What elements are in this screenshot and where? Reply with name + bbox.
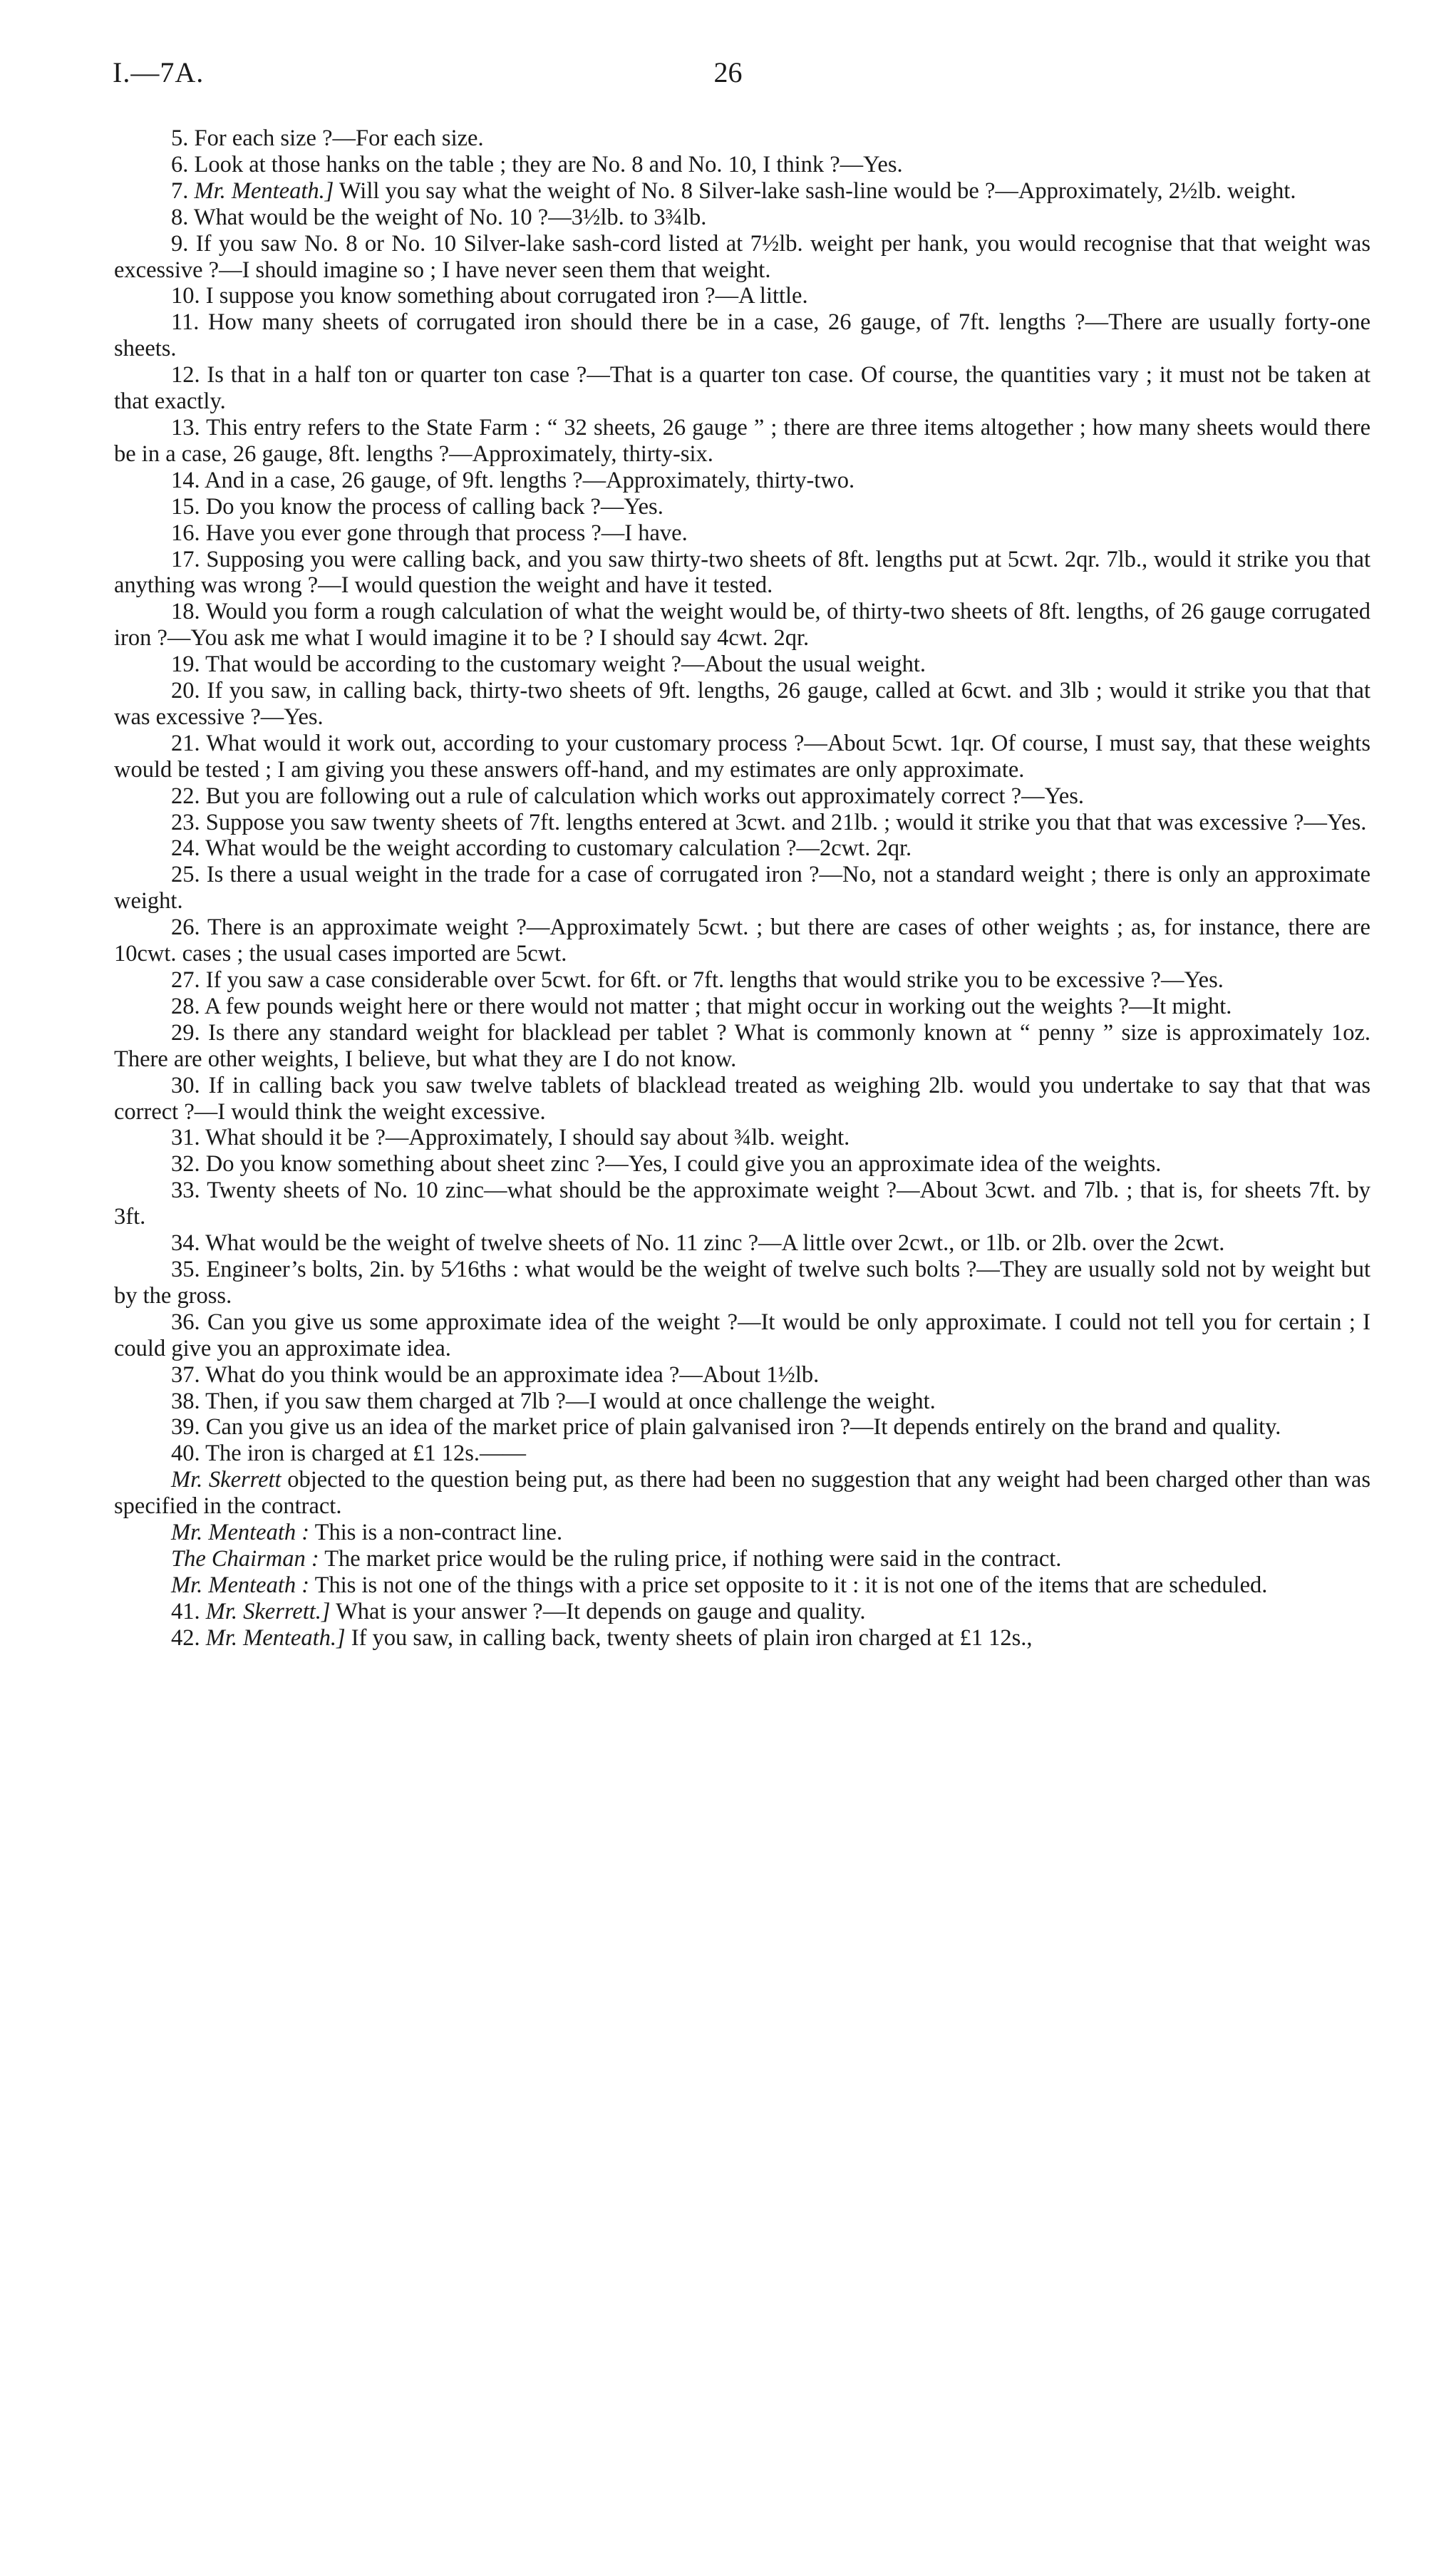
speaker-name: Mr. Skerrett.] <box>205 1598 331 1624</box>
paragraph-text: What do you think would be an approximate idea ?—About 1½lb. <box>205 1361 820 1388</box>
question-paragraph <box>114 835 1370 862</box>
question-number: 8. <box>171 204 189 230</box>
question-number: 11. <box>171 309 200 336</box>
question-number: 5. <box>171 125 189 151</box>
paragraph-text: The market price would be the ruling price, if nothing were said in the contract. <box>324 1545 1062 1572</box>
paragraph-text: What should it be ?—Approximately, I should say about ¾lb. weight. <box>205 1125 850 1151</box>
paragraph-text: Is there any standard weight for blacklead per tablet ? What is commonly known at “ penny ” size is approximately 1oz. There are other weights, I believe, but what they are I do not know. <box>114 1019 1370 1072</box>
question-number: 20. <box>171 678 200 704</box>
paragraph-text: And in a case, 26 gauge, of 9ft. lengths ?—Approximately, thirty-two. <box>204 467 855 493</box>
question-paragraph <box>114 862 1370 915</box>
question-paragraph <box>114 994 1370 1020</box>
question-paragraph <box>114 547 1370 599</box>
speaker-name: The Chairman : <box>171 1545 319 1572</box>
question-paragraph <box>114 1467 1370 1520</box>
paragraph-text: This entry refers to the State Farm : “ 32 sheets, 26 gauge ” ; there are three items altogether ; how many sheets would there be in a case, 26 gauge, 8ft. lengths ?—Approximately, thirty-six. <box>114 414 1370 467</box>
paragraph-text: What would be the weight according to customary calculation ?—2cwt. 2qr. <box>205 835 912 862</box>
question-number: 15. <box>171 493 200 520</box>
paragraph-text: Would you form a rough calculation of what the weight would be, of thirty-two sheets of 8ft. lengths, of 26 gauge corrugated iron ?—You ask me what I would imagine it to be ? I should say 4cwt. 2qr. <box>114 599 1370 651</box>
speaker-name: Mr. Menteath.] <box>194 177 334 204</box>
paragraph-text: If you saw a case considerable over 5cwt. for 6ft. or 7ft. lengths that would strike you to be excessive ?—Yes. <box>205 967 1224 993</box>
paragraph-text: How many sheets of corrugated iron should there be in a case, 26 gauge, of 7ft. lengths ?—There are usually forty-one sheets. <box>114 309 1370 362</box>
question-number: 26. <box>171 915 200 941</box>
question-paragraph <box>114 1257 1370 1309</box>
paragraph-text: Have you ever gone through that process ?—I have. <box>205 520 688 546</box>
question-number: 30. <box>171 1072 200 1098</box>
question-paragraph <box>114 520 1370 547</box>
question-paragraph <box>114 1546 1370 1572</box>
question-number: 29. <box>171 1019 200 1046</box>
question-number: 24. <box>171 835 200 862</box>
question-paragraph <box>114 468 1370 494</box>
question-paragraph <box>114 283 1370 309</box>
question-number: 25. <box>171 862 200 888</box>
question-paragraph <box>114 178 1370 205</box>
question-paragraph <box>114 152 1370 178</box>
paragraph-text: This is a non-contract line. <box>314 1520 563 1546</box>
question-paragraph <box>114 1520 1370 1546</box>
paragraph-text: A few pounds weight here or there would not matter ; that might occur in working out the weights ?—It might. <box>204 993 1232 1019</box>
question-number: 12. <box>171 362 200 388</box>
question-paragraph <box>114 678 1370 731</box>
question-paragraph <box>114 1178 1370 1230</box>
question-paragraph <box>114 1125 1370 1151</box>
question-paragraph <box>114 810 1370 836</box>
page-number: 26 <box>713 56 743 88</box>
question-number: 32. <box>171 1151 200 1178</box>
paragraph-text: I suppose you know something about corrugated iron ?—A little. <box>205 283 808 309</box>
question-number: 6. <box>171 151 189 177</box>
question-paragraph <box>114 1572 1370 1599</box>
question-number: 10. <box>171 283 200 309</box>
question-number: 41. <box>171 1598 200 1624</box>
question-paragraph <box>114 783 1370 810</box>
question-number: 33. <box>171 1178 200 1204</box>
question-number: 42. <box>171 1624 200 1651</box>
paragraph-text: For each size ?—For each size. <box>194 125 484 151</box>
paragraph-text: The iron is charged at £1 12s.—— <box>205 1441 526 1467</box>
paragraph-text: What would it work out, according to your customary process ?—About 5cwt. 1qr. Of course, I must say, that these weights would be tested ; I am giving you these answers off-hand, and my estimates are only approximate. <box>114 730 1370 783</box>
question-number: 16. <box>171 520 200 546</box>
speaker-name: Mr. Menteath : <box>171 1520 310 1546</box>
paragraph-text: What is your answer ?—It depends on gauge and quality. <box>336 1598 866 1624</box>
paragraph-text: Look at those hanks on the table ; they are No. 8 and No. 10, I think ?—Yes. <box>194 151 903 177</box>
question-number: 38. <box>171 1388 200 1414</box>
question-number: 28. <box>171 993 200 1019</box>
question-paragraph <box>114 362 1370 415</box>
speaker-name: Mr. Menteath.] <box>205 1624 346 1651</box>
question-paragraph <box>114 967 1370 994</box>
question-paragraph <box>114 731 1370 783</box>
paragraph-text: What would be the weight of No. 10 ?—3½lb. to 3¾lb. <box>193 204 707 230</box>
paragraph-text: Can you give us an idea of the market price of plain galvanised iron ?—It depends entirely on the brand and quality. <box>205 1414 1281 1441</box>
question-number: 35. <box>171 1256 200 1282</box>
speaker-name: Mr. Skerrett <box>171 1467 282 1493</box>
question-paragraph <box>114 415 1370 468</box>
question-number: 34. <box>171 1230 200 1257</box>
question-number: 21. <box>171 730 200 756</box>
paragraph-text: If you saw No. 8 or No. 10 Silver-lake sash-cord listed at 7½lb. weight per hank, you would recognise that that weight was excessive ?—I should imagine so ; I have never seen them that weight. <box>114 230 1370 283</box>
paragraph-text: If you saw, in calling back, twenty sheets of plain iron charged at £1 12s., <box>351 1624 1033 1651</box>
paragraph-text: Then, if you saw them charged at 7lb ?—I would at once challenge the weight. <box>205 1388 936 1414</box>
paragraph-text: There is an approximate weight ?—Approximately 5cwt. ; but there are cases of other weights ; as, for instance, there are 10cwt. cases ; the usual cases imported are 5cwt. <box>114 915 1370 967</box>
question-paragraph <box>114 651 1370 678</box>
paragraph-text: Do you know the process of calling back ?—Yes. <box>205 493 664 520</box>
question-paragraph <box>114 1309 1370 1362</box>
paragraph-text: Is there a usual weight in the trade for a case of corrugated iron ?—No, not a standard weight ; there is only an approximate weight. <box>114 862 1370 915</box>
question-paragraph <box>114 309 1370 362</box>
question-paragraph <box>114 1599 1370 1625</box>
question-number: 14. <box>171 467 200 493</box>
paragraph-text: If you saw, in calling back, thirty-two sheets of 9ft. lengths, 26 gauge, called at 6cwt. and 3lb ; would it strike you that that was excessive ?—Yes. <box>114 678 1370 730</box>
question-paragraph <box>114 125 1370 152</box>
paragraph-text: This is not one of the things with a price set opposite to it : it is not one of the items that are scheduled. <box>314 1572 1268 1598</box>
parliamentary-paper-reference: I.—7A. <box>113 56 205 88</box>
question-paragraph <box>114 494 1370 520</box>
question-paragraph <box>114 231 1370 284</box>
question-number: 36. <box>171 1309 200 1335</box>
question-paragraph <box>114 1230 1370 1257</box>
question-paragraph <box>114 1441 1370 1467</box>
paragraph-text: Will you say what the weight of No. 8 Silver-lake sash-line would be ?—Approximately, 2½lb. weight. <box>339 177 1296 204</box>
question-number: 22. <box>171 783 200 809</box>
paragraph-text: That would be according to the customary weight ?—About the usual weight. <box>205 651 926 678</box>
question-number: 37. <box>171 1361 200 1388</box>
paragraph-text: What would be the weight of twelve sheets of No. 11 zinc ?—A little over 2cwt., or 1lb. or 2lb. over the 2cwt. <box>205 1230 1225 1257</box>
question-number: 27. <box>171 967 200 993</box>
question-paragraph <box>114 1151 1370 1178</box>
question-number: 23. <box>171 809 200 835</box>
question-number: 31. <box>171 1125 200 1151</box>
paragraph-text: Twenty sheets of No. 10 zinc—what should be the approximate weight ?—About 3cwt. and 7lb. ; that is, for sheets 7ft. by 3ft. <box>114 1178 1370 1230</box>
question-number: 39. <box>171 1414 200 1441</box>
question-number: 13. <box>171 414 200 441</box>
question-paragraph <box>114 1020 1370 1073</box>
paragraph-text: Is that in a half ton or quarter ton case ?—That is a quarter ton case. Of course, the quantities vary ; it must not be taken at that exactly. <box>114 362 1370 415</box>
paragraph-text: Engineer’s bolts, 2in. by 5⁄16ths : what would be the weight of twelve such bolts ?—They are usually sold not by weight but by the gross. <box>114 1256 1371 1309</box>
question-paragraph <box>114 599 1370 651</box>
question-paragraph <box>114 1414 1370 1441</box>
question-number: 9. <box>171 230 189 257</box>
question-number: 17. <box>171 546 200 572</box>
paragraph-text: Do you know something about sheet zinc ?—Yes, I could give you an approximate idea of the weights. <box>205 1151 1162 1178</box>
paragraph-text: But you are following out a rule of calculation which works out approximately correct ?—Yes. <box>205 783 1085 809</box>
question-number: 7. <box>171 177 189 204</box>
question-number: 40. <box>171 1441 200 1467</box>
question-paragraph <box>114 1625 1370 1652</box>
paragraph-text: objected to the question being put, as there had been no suggestion that any weight had been charged other than was specified in the contract. <box>114 1467 1371 1520</box>
question-paragraph <box>114 205 1370 231</box>
question-paragraph <box>114 1389 1370 1415</box>
question-paragraph <box>114 915 1370 967</box>
question-number: 18. <box>171 599 200 625</box>
evidence-transcript <box>114 125 1370 1652</box>
paragraph-text: Suppose you saw twenty sheets of 7ft. lengths entered at 3cwt. and 21lb. ; would it strike you that that was excessive ?—Yes. <box>205 809 1367 835</box>
paragraph-text: Supposing you were calling back, and you saw thirty-two sheets of 8ft. lengths put at 5cwt. 2qr. 7lb., would it strike you that anything was wrong ?—I would question the weight and have it tested. <box>114 546 1370 599</box>
question-paragraph <box>114 1362 1370 1389</box>
paragraph-text: If in calling back you saw twelve tablets of blacklead treated as weighing 2lb. would you undertake to say that that was correct ?—I would think the weight excessive. <box>114 1072 1371 1125</box>
page-header <box>113 56 1343 98</box>
paragraph-text: Can you give us some approximate idea of the weight ?—It would be only approximate. I could not tell you for certain ; I could give you an approximate idea. <box>114 1309 1371 1361</box>
speaker-name: Mr. Menteath : <box>171 1572 310 1598</box>
question-paragraph <box>114 1073 1370 1125</box>
question-number: 19. <box>171 651 200 678</box>
